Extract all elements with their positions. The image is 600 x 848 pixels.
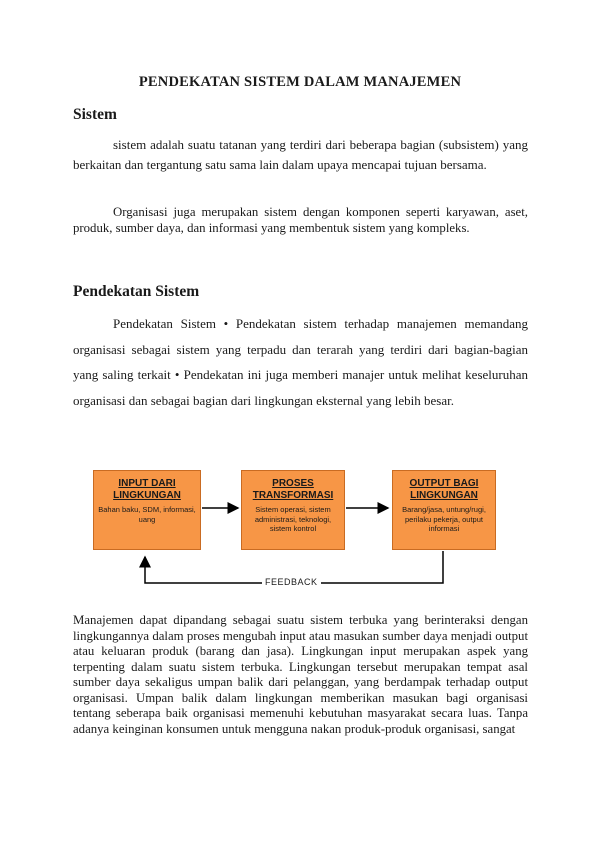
paragraph-closing: Manajemen dapat dipandang sebagai suatu sistem terbuka yang berinteraksi dengan lingkungannya dalam proses mengubah input atau masukan sumber daya menjadi output atau keluaran produk (barang dan jasa). Lingkungan input merupakan aspek yang terpenting dalam suatu sistem terbuka. Lingkungan tersebut merupakan tempat asal sumber daya sekaligus umpan balik dari pelanggan, yang berdampak terhadap output organisasi. Umpan balik dalam lingkungan memberikan masukan bagi organisasi tentang seberapa baik organisasi memenuhi kebutuhan masyarakat secara luas. Tanpa adanya keinginan konsumen untuk mengguna nakan produk-produk organisasi, sangat	[73, 613, 528, 736]
box-process	[241, 470, 345, 550]
paragraph-sistem-definition: sistem adalah suatu tatanan yang terdiri dari beberapa bagian (subsistem) yang berkaitan dan tergantung satu sama lain dalam upaya mencapai tujuan bersama.	[73, 137, 528, 172]
box-input-body: Bahan baku, SDM, informasi, uang	[98, 505, 196, 524]
box-output-title: OUTPUT BAGI LINGKUNGAN	[409, 478, 479, 501]
paragraph-organisasi: Organisasi juga merupakan sistem dengan komponen seperti karyawan, aset, produk, sumber daya, dan informasi yang membentuk sistem yang kompleks.	[73, 205, 528, 235]
box-output	[392, 470, 496, 550]
box-output-body: Barang/jasa, untung/rugi, perilaku pekerja, output informasi	[402, 505, 486, 533]
box-process-body: Sistem operasi, sistem administrasi, teknologi, sistem kontrol	[254, 505, 332, 533]
box-input	[93, 470, 201, 550]
page-title: PENDEKATAN SISTEM DALAM MANAJEMEN	[138, 74, 462, 90]
section-heading-sistem: Sistem	[73, 106, 117, 123]
box-process-title: PROSES TRANSFORMASI	[252, 478, 334, 501]
feedback-label: FEEDBACK	[262, 577, 321, 587]
paragraph-pendekatan-sistem: Pendekatan Sistem • Pendekatan sistem terhadap manajemen memandang organisasi sebagai sistem yang terpadu dan terarah yang terdiri dari bagian-bagian yang saling terkait • Pendekatan ini juga memberi manajer untuk melihat keseluruhan organisasi dan sebagai bagian dari lingkungan eksternal yang lebih besar.	[73, 316, 528, 408]
section-heading-pendekatan: Pendekatan Sistem	[73, 283, 200, 300]
box-input-title: INPUT DARI LINGKUNGAN	[113, 478, 181, 501]
system-diagram	[90, 465, 500, 600]
